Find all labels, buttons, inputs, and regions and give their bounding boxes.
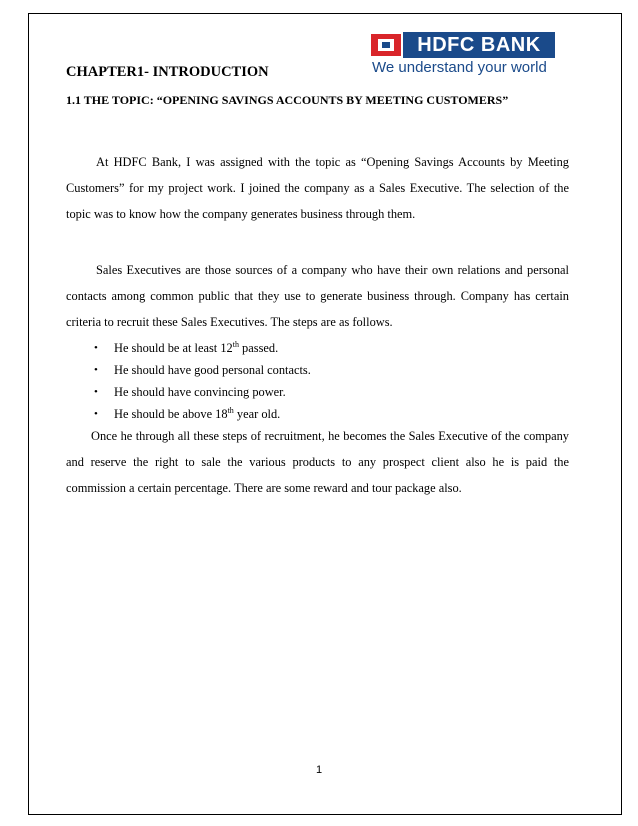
logo-brand-text: HDFC BANK: [403, 32, 555, 58]
topic-heading: 1.1 THE TOPIC: “OPENING SAVINGS ACCOUNTS BY MEETING CUSTOMERS”: [66, 93, 509, 107]
paragraph-intro: At HDFC Bank, I was assigned with the topic as “Opening Savings Accounts by Meeting Customers” for my project work. I joined the company as a Sales Executive. The selection of the topic was to know how the company generates business through them.: [66, 155, 569, 221]
logo-tagline: We understand your world: [372, 59, 547, 76]
page-number: 1: [315, 764, 323, 776]
list-item: • He should be above 18th year old.: [94, 403, 311, 425]
list-item: • He should have convincing power.: [94, 381, 311, 403]
paragraph-recruitment: Once he through all these steps of recruitment, he becomes the Sales Executive of the company and reserve the right to sale the various products to any prospect client also he is paid the commission a certain percentage. There are some reward and tour package also.: [66, 429, 569, 495]
bullet-icon: •: [94, 342, 98, 354]
bullet-icon: •: [94, 408, 98, 420]
hdfc-logo-mark-icon: [371, 34, 401, 56]
bullet-icon: •: [94, 364, 98, 376]
criteria-list: [94, 337, 311, 425]
hdfc-logo: [371, 32, 555, 78]
list-item: • He should have good personal contacts.: [94, 359, 311, 381]
chapter-title: CHAPTER1- INTRODUCTION: [66, 64, 269, 80]
list-item: • He should be at least 12th passed.: [94, 337, 311, 359]
paragraph-sales-executives: Sales Executives are those sources of a company who have their own relations and personal contacts among common public that they use to generate business through. Company has certain criteria to recruit these Sales Executives. The steps are as follows.: [66, 263, 569, 329]
bullet-icon: •: [94, 386, 98, 398]
